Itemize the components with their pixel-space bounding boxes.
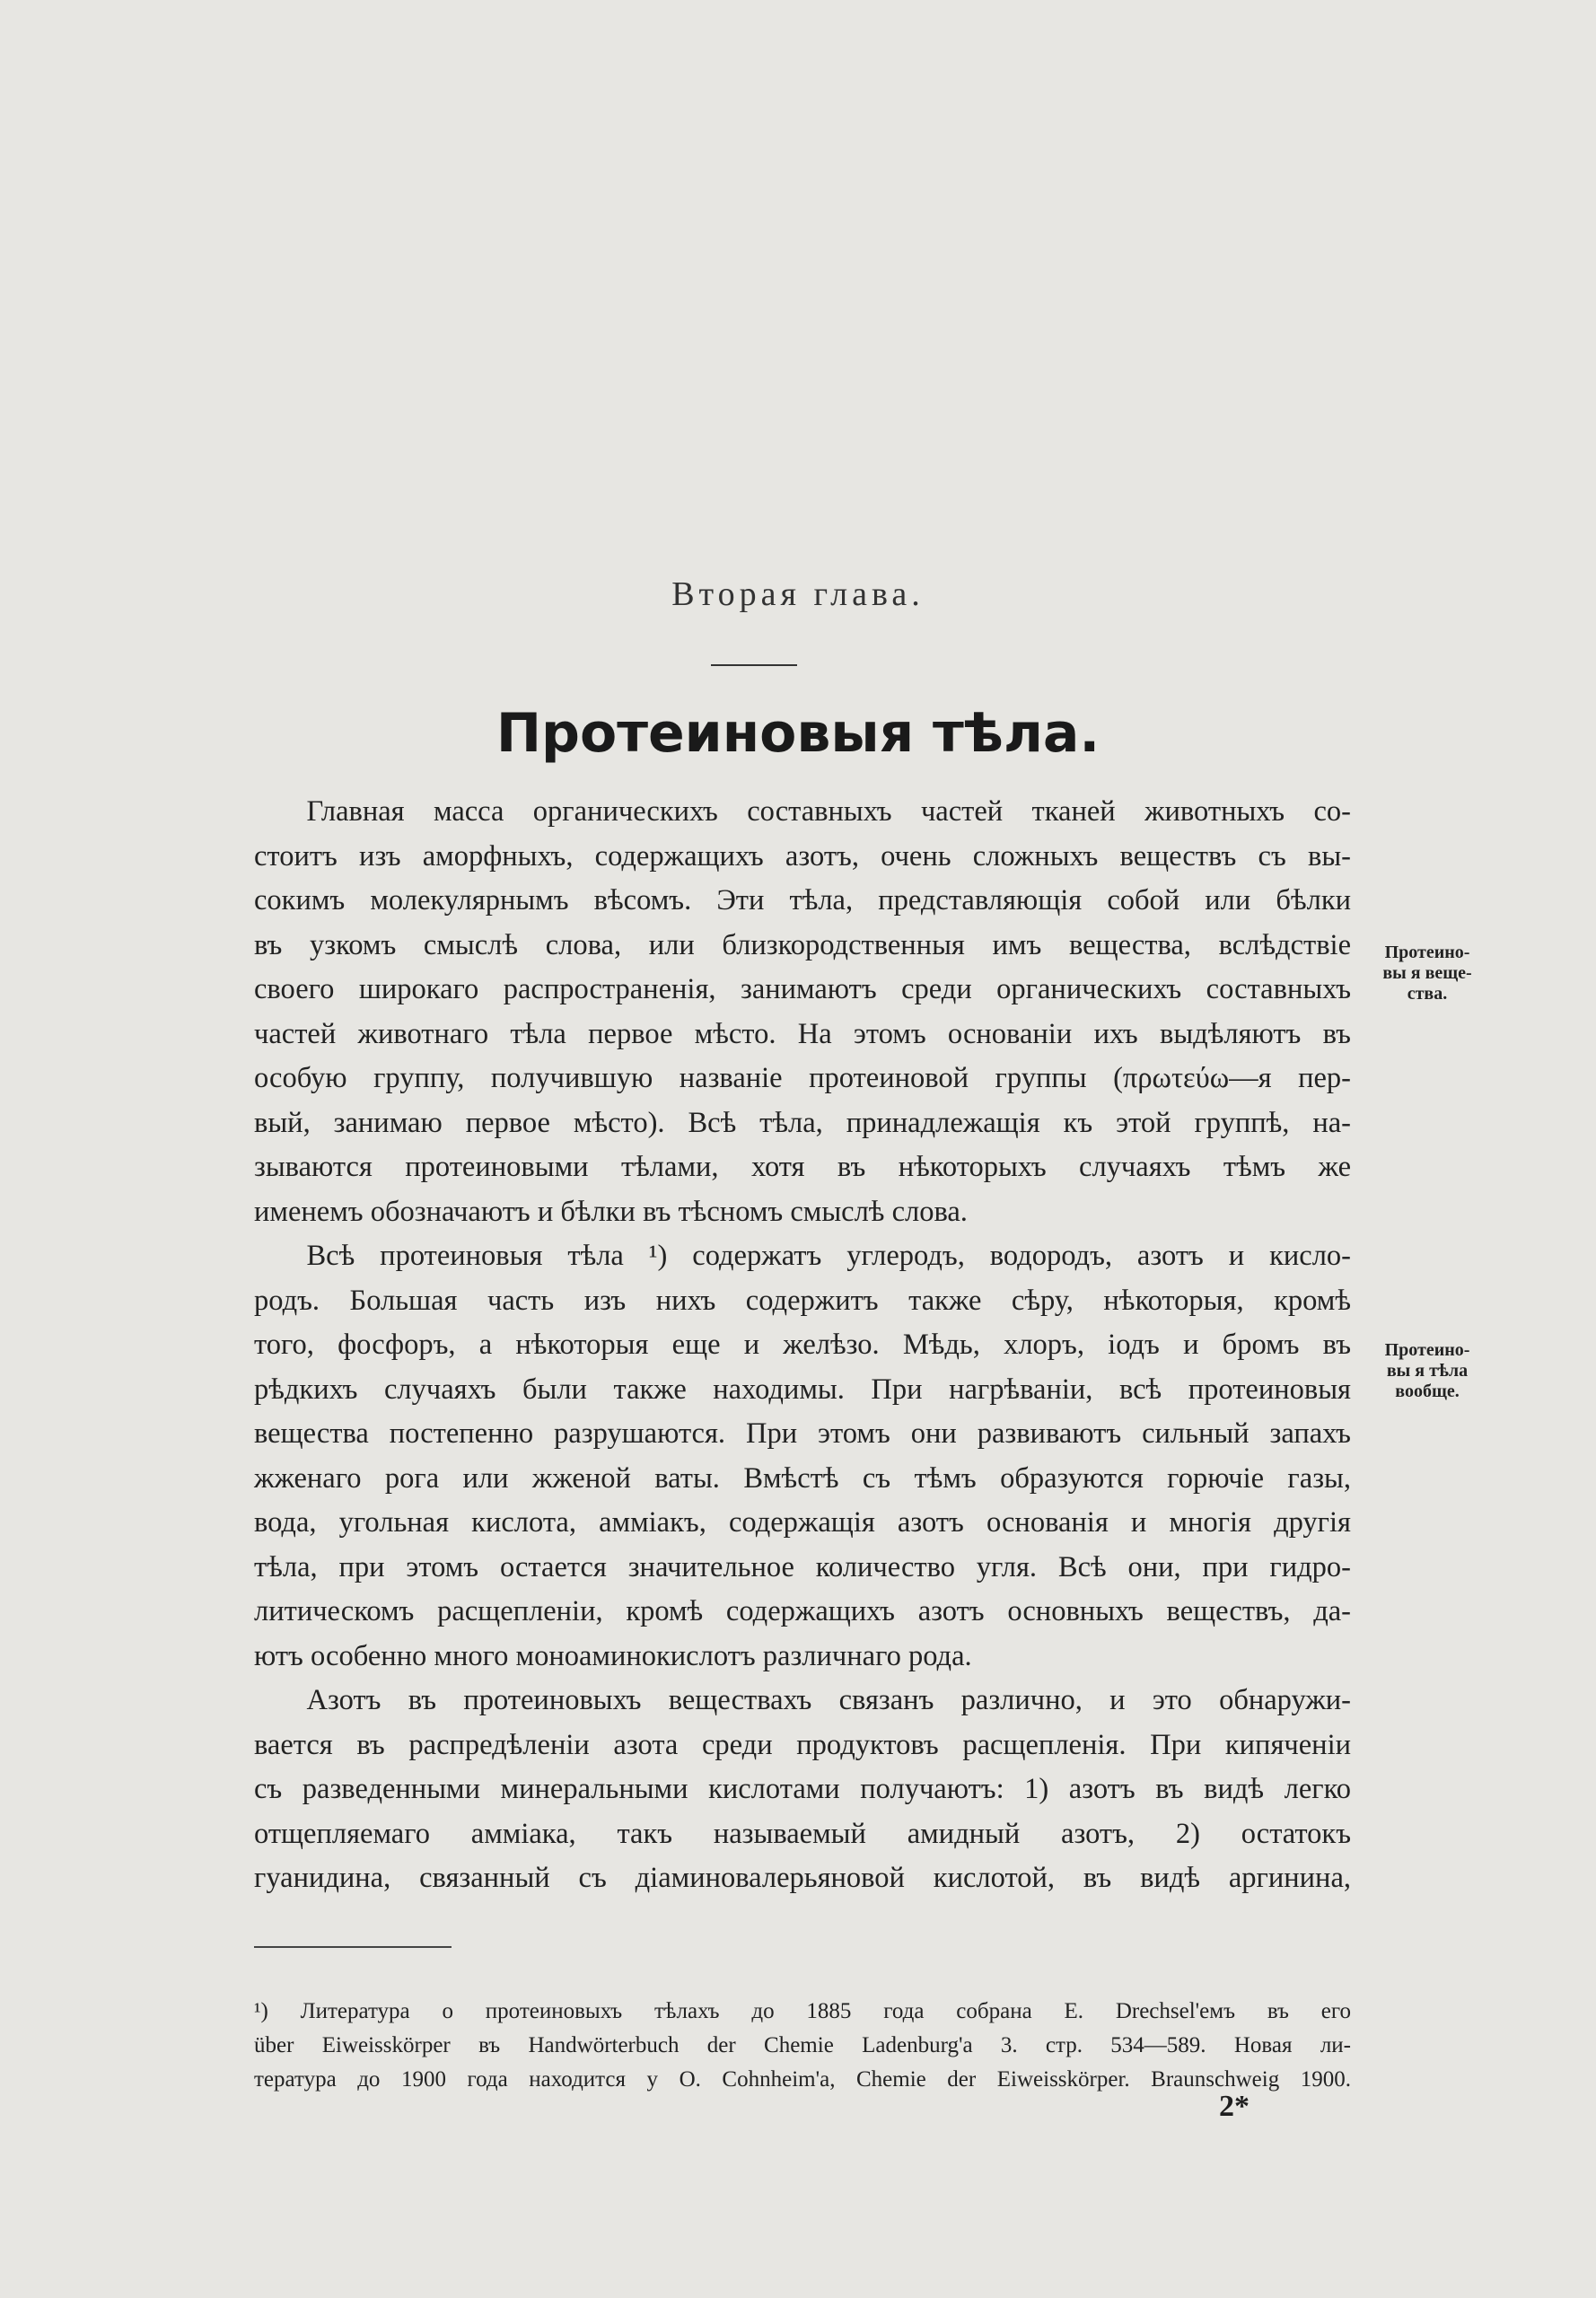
footnote-line: ¹) Литература о протеиновыхъ тѣлахъ до 1885 года собрана E. Drechsel'емъ въ его [254, 1999, 1351, 2023]
body-line: жженаго рога или жженой ваты. Вмѣстѣ съ тѣмъ образуются горючіе газы, [254, 1461, 1351, 1495]
body-line: Главная масса органическихъ составныхъ частей тканей животныхъ со- [306, 795, 1351, 828]
body-line: особую группу, получившую названіе протеиновой группы (πρωτεύω—я пер- [254, 1062, 1351, 1094]
heading-divider [711, 664, 797, 666]
chapter-heading: Вторая глава. [671, 575, 925, 613]
body-line: частей животнаго тѣла первое мѣсто. На этомъ основаніи ихъ выдѣляютъ въ [254, 1017, 1351, 1050]
body-line: съ разведенными минеральными кислотами получаютъ: 1) азотъ въ видѣ легко [254, 1773, 1351, 1805]
side-note-proteins-general: Протеино-вы я тѣла вообще. [1384, 1340, 1470, 1401]
body-line: вещества постепенно разрушаются. При этомъ они развиваютъ сильный запахъ [254, 1417, 1351, 1450]
body-line: рѣдкихъ случаяхъ были также находимы. При нагрѣваніи, всѣ протеиновыя [254, 1373, 1351, 1406]
body-line: ютъ особенно много моноаминокислотъ различнаго рода. [254, 1639, 972, 1672]
side-note-proteins: Протеино-вы я веще-ства. [1382, 943, 1472, 1004]
body-line: сокимъ молекулярнымъ вѣсомъ. Эти тѣла, представляющія собой или бѣлки [254, 884, 1351, 917]
body-line: вается въ распредѣленіи азота среди продуктовъ расщепленія. При кипяченіи [254, 1728, 1351, 1761]
body-line: вый, занимаю первое мѣсто). Всѣ тѣла, принадлежащія къ этой группѣ, на- [254, 1106, 1351, 1139]
body-line: стоитъ изъ аморфныхъ, содержащихъ азотъ, очень сложныхъ веществъ съ вы- [254, 839, 1351, 873]
footnote-divider [254, 1946, 452, 1948]
body-line: въ узкомъ смыслѣ слова, или близкородственныя имъ вещества, вслѣдствіе [254, 928, 1351, 961]
body-line: родъ. Большая часть изъ нихъ содержитъ также сѣру, нѣкоторыя, кромѣ [254, 1284, 1351, 1317]
footnote-line: über Eiweisskörper въ Handwörterbuch der Chemie Ladenburg'a 3. стр. 534—589. Новая ли- [254, 2033, 1351, 2057]
body-line: литическомъ расщепленіи, кромѣ содержащихъ азотъ основныхъ веществъ, да- [254, 1595, 1351, 1627]
body-line: гуанидина, связанный съ діаминовалерьяновой кислотой, въ видѣ аргинина, [254, 1862, 1351, 1894]
body-line: тѣла, при этомъ остается значительное количество угля. Всѣ они, при гидро- [254, 1550, 1351, 1583]
body-line: отщепляемаго аммiака, такъ называемый амидный азотъ, 2) остатокъ [254, 1817, 1351, 1850]
footnote [254, 1995, 1351, 2097]
page-title: Протеиновыя тѣла. [495, 702, 1101, 765]
body-line: Всѣ протеиновыя тѣла ¹) содержатъ углеродъ, водородъ, азотъ и кисло- [306, 1240, 1351, 1272]
body-line: зываются протеиновыми тѣлами, хотя въ нѣкоторыхъ случаяхъ тѣмъ же [254, 1151, 1351, 1183]
page-number: 2* [1219, 2090, 1250, 2123]
body-line: вода, угольная кислота, аммiакъ, содержащія азотъ основанія и многія другія [254, 1506, 1351, 1539]
body-text [254, 790, 1351, 1901]
footnote-line: тература до 1900 года находится у O. Cohnheim'a, Chemie der Eiweisskörper. Braunschweig 1900. [254, 2067, 1351, 2092]
body-line: того, фосфоръ, а нѣкоторыя еще и желѣзо. Мѣдь, хлоръ, іодъ и бромъ въ [254, 1329, 1351, 1361]
body-line: своего широкаго распространенія, занимаютъ среди органическихъ составныхъ [254, 973, 1351, 1005]
body-line: Азотъ въ протеиновыхъ веществахъ связанъ различно, и это обнаружи- [306, 1684, 1351, 1716]
body-line: именемъ обозначаютъ и бѣлки въ тѣсномъ смыслѣ слова. [254, 1195, 968, 1228]
